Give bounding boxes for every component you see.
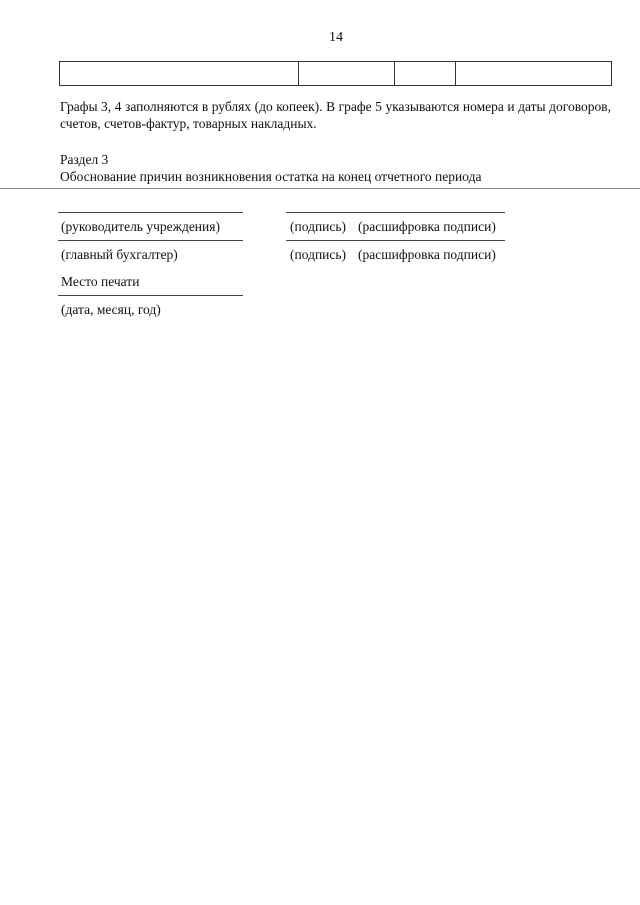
table-cell bbox=[395, 62, 456, 86]
head-signature-label: (подпись) bbox=[290, 219, 347, 234]
accountant-signature-line bbox=[286, 240, 505, 241]
accountant-name-line bbox=[58, 240, 243, 241]
date-label: (дата, месяц, год) bbox=[61, 302, 161, 317]
accountant-label: (главный бухгалтер) bbox=[61, 247, 178, 262]
table-cell bbox=[456, 62, 612, 86]
section-rule bbox=[0, 188, 640, 189]
table-note: Графы 3, 4 заполняются в рублях (до копеек). В графе 5 указываются номера и даты договоров, счетов, счетов-фактур, товарных накладных. bbox=[60, 99, 611, 131]
stamp-label: Место печати bbox=[61, 274, 140, 289]
table-cell bbox=[299, 62, 395, 86]
accountant-transcript-label: (расшифровка подписи) bbox=[358, 247, 496, 262]
date-line bbox=[58, 295, 243, 296]
accountant-signature-label: (подпись) bbox=[290, 247, 347, 262]
table-cell bbox=[60, 62, 299, 86]
continuation-table bbox=[59, 61, 612, 86]
section-title: Раздел 3 bbox=[60, 152, 109, 167]
head-name-line bbox=[58, 212, 243, 213]
head-signature-line bbox=[286, 212, 505, 213]
head-label: (руководитель учреждения) bbox=[61, 219, 220, 234]
page-number: 14 bbox=[329, 30, 343, 45]
table-row bbox=[60, 62, 612, 86]
section-description: Обоснование причин возникновения остатка на конец отчетного периода bbox=[60, 169, 482, 184]
head-transcript-label: (расшифровка подписи) bbox=[358, 219, 496, 234]
